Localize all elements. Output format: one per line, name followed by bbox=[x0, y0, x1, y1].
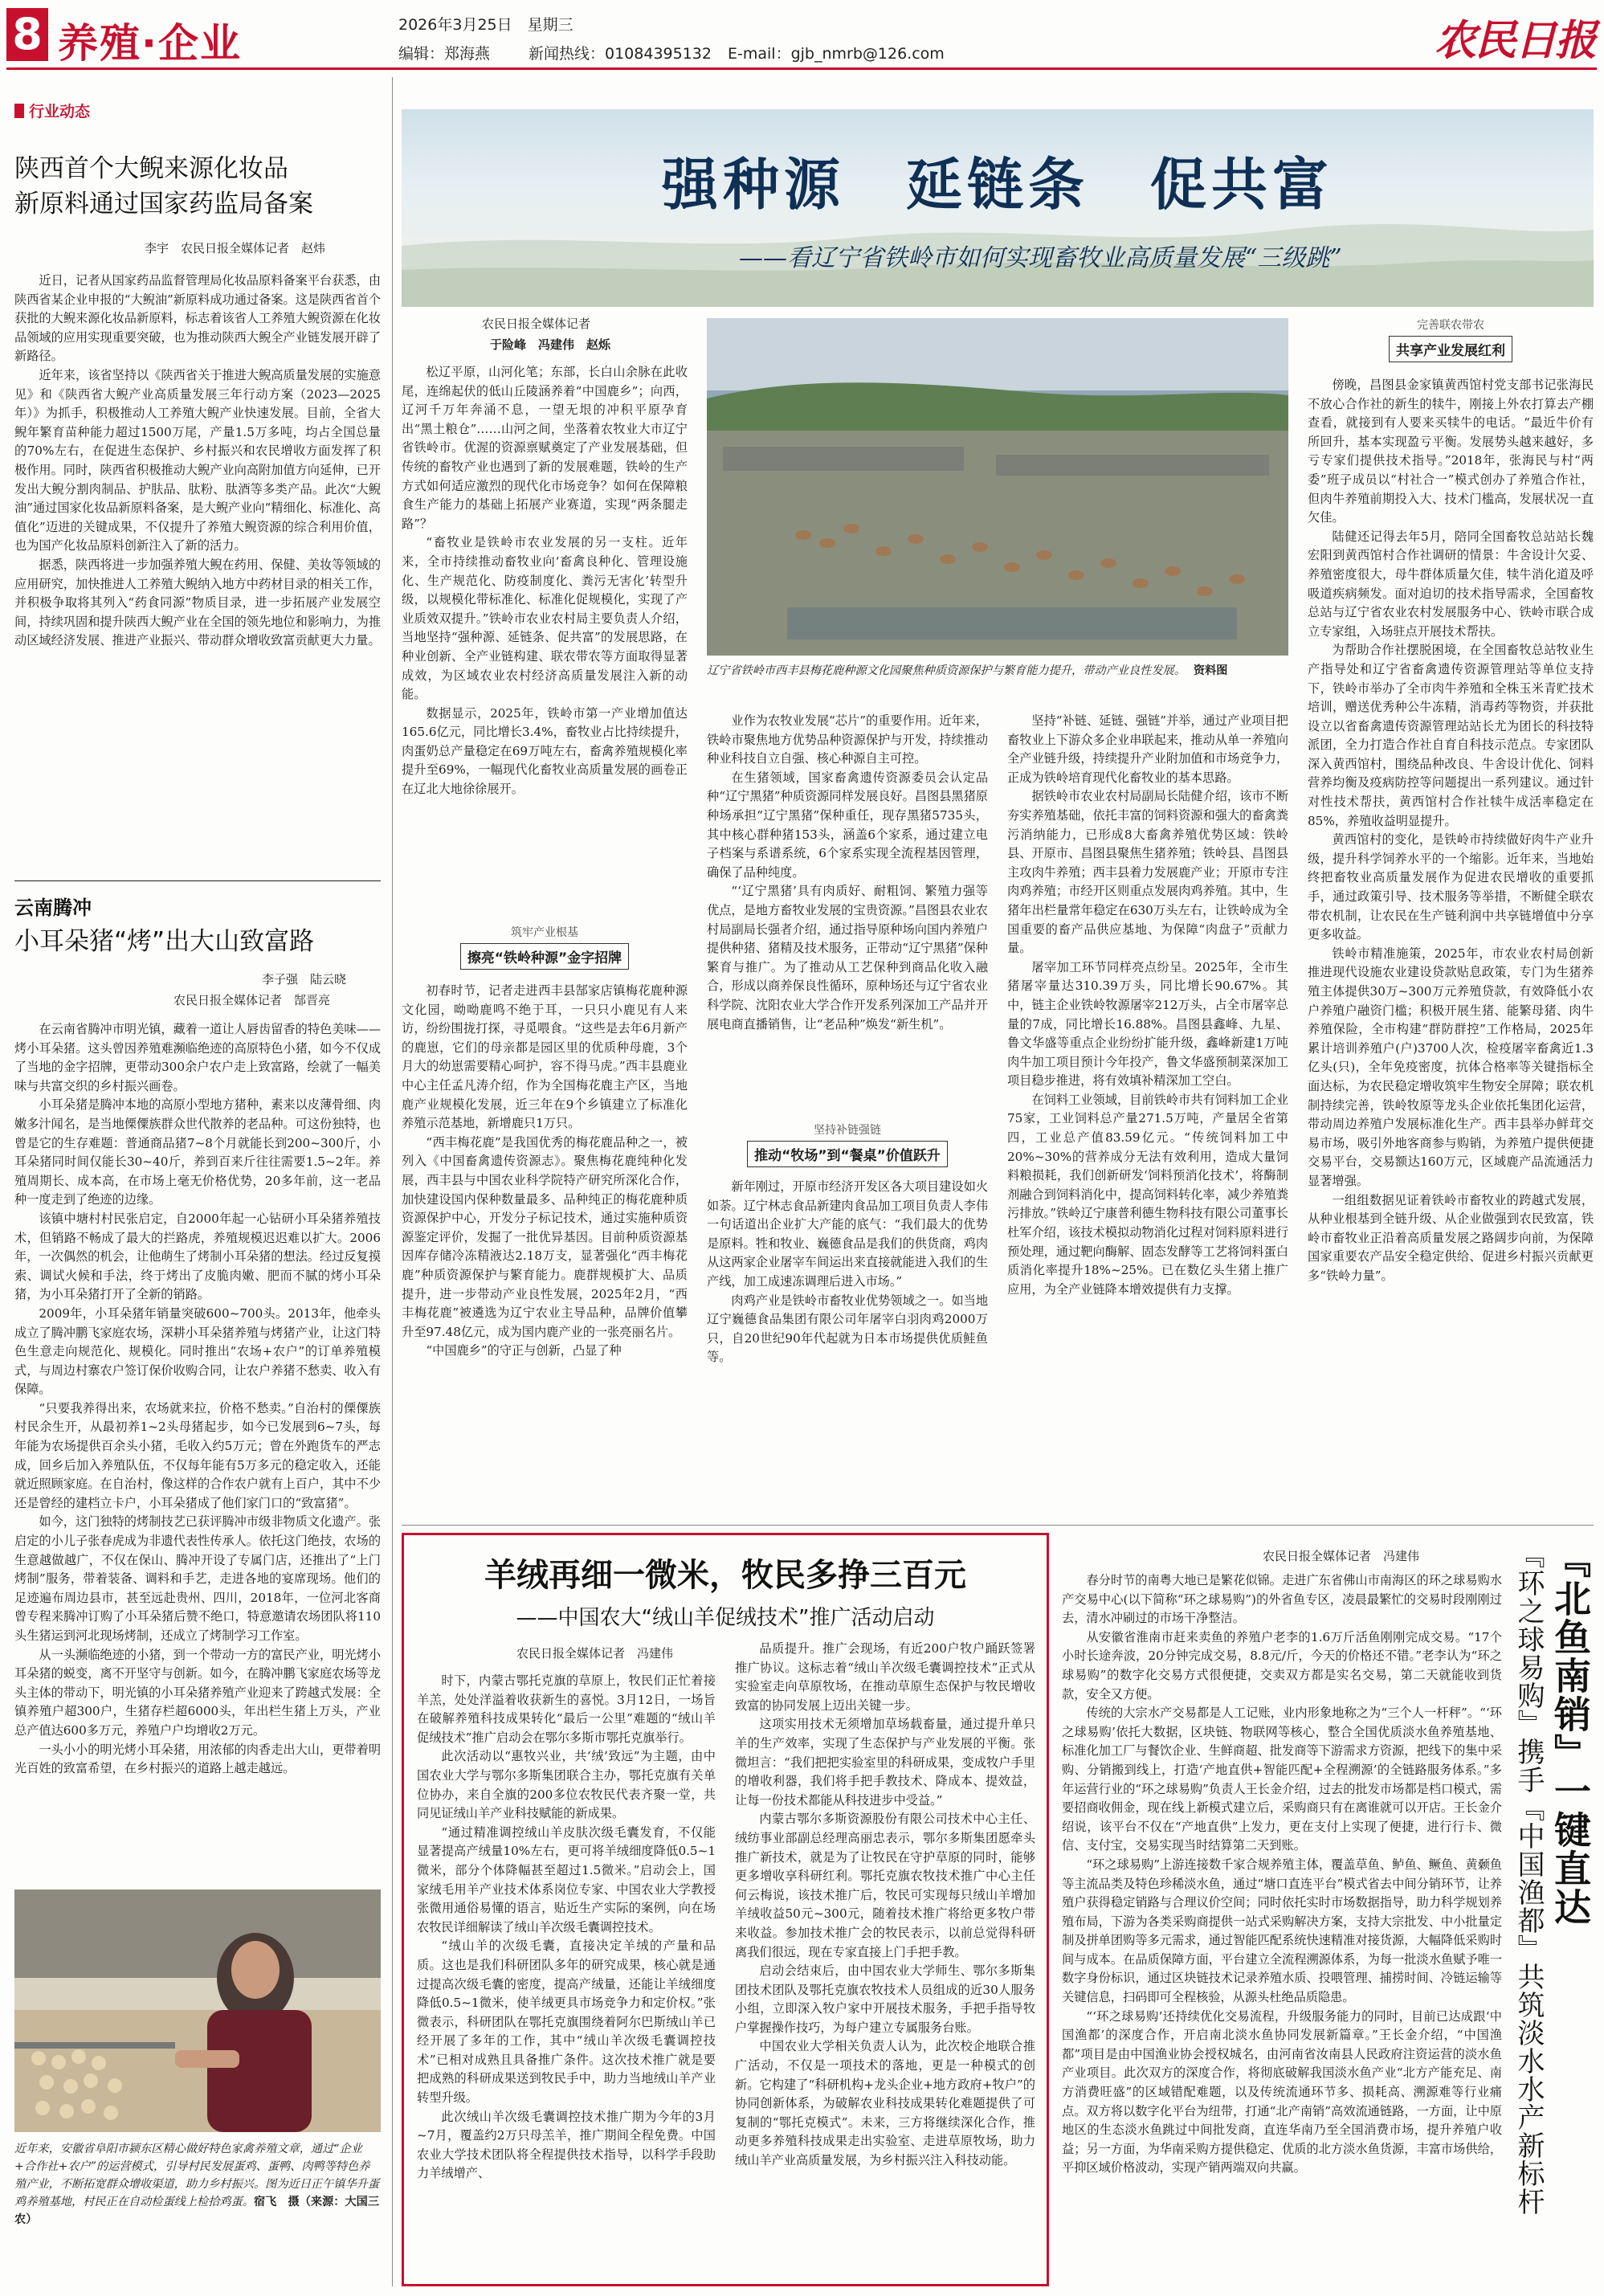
cashmere-col1 bbox=[417, 1672, 716, 2278]
paragraph: “西丰梅花鹿”是我国优秀的梅花鹿品种之一，被列入《中国畜禽遗传资源志》。聚焦梅花鹿纯种化发展，西丰县与中国农业科学院特产研究所深化合作，加快建设国内保种数量最多、品种纯正的梅花鹿种质资源保护中心，开发分子标记技术，通过实施种质资源鉴定评价，发掘了一批优异基因。目前种质资源基因库存储冷冻精液达2.18万支，显著强化“西丰梅花鹿”种质资源保护与繁育能力。鹿群规模扩大、品质提升，进一步带动产业良性发展，2025年2月，“西丰梅花鹿”被遴选为辽宁农业主导品种，品牌价值攀升至97.48亿元，成为国内鹿产业的一张亮丽名片。 bbox=[402, 1134, 688, 1339]
col5-subhead-kicker: 完善联农带农 bbox=[1417, 319, 1484, 332]
paragraph: “‘辽宁黑猪’具有肉质好、耐粗饲、繁殖力强等优点，是地方畜牧业发展的宝贵资源。”昌图县农业农村局副局长强者介绍，通过指导原种场向国内养殖户提供种猪、猪精及技术服务，正带动“辽宁黑猪”保种繁育与推广。为了推动从工艺保种到商品化收入融合，形成以商养保良性循环，原种场还与辽宁省农业科学院、沈阳农业大学合作开发系列深加工产品并开展电商直播销售，让“老品种”焕发“新生机”。 bbox=[707, 884, 988, 1032]
page-number: 8 bbox=[6, 8, 48, 61]
col3-subhead-title: 推动“牧场”到“餐桌”价值跃升 bbox=[747, 1141, 948, 1167]
paragraph: “中国鹿乡”的守正与创新，凸显了种 bbox=[426, 1343, 622, 1358]
deer-park-photo bbox=[707, 318, 1288, 656]
paragraph: 数据显示，2025年，铁岭市第一产业增加值达165.6亿元，同比增长3.4%，畜牧业占比持续提升，肉蛋奶总产量稳定在69万吨左右，畜禽养殖规模化率提升至69%，一幅现代化畜牧业高质量发展的画卷正在辽北大地徐徐展开。 bbox=[402, 705, 688, 797]
masthead-rule bbox=[6, 67, 1597, 70]
feature-banner bbox=[402, 109, 1594, 307]
paragraph: “通过精准调控绒山羊皮肤次级毛囊发育，不仅能显著提高产绒量10%左右，更可将羊绒细度降低0.5~1微米，部分个体降幅甚至超过1.5微米。”启动会上，国家绒毛用羊产业技术体系岗位专家、中国农业大学教授张微用通俗易懂的语言，贴近生产实际的案例，向在场农牧民详细解读了绒山羊次级毛囊调控技术。 bbox=[417, 1824, 716, 1934]
left-column bbox=[6, 77, 384, 2290]
label-marker-icon bbox=[14, 104, 24, 118]
paragraph: 屠宰加工环节同样亮点纷呈。2025年，全市生猪屠宰量达310.39万头，同比增长90.67%。其中，链主企业铁岭牧源屠宰212万头，占全市屠宰总量的7成，同比增长16.88%。昌图县鑫峰、九星、鲁文华盛等重点企业纷纷扩能升级，鑫峰新建1万吨肉牛加工项目预计今年投产，鲁文华盛预制菜深加工项目稳步推进，将有效填补精深加工空白。 bbox=[1007, 959, 1288, 1089]
paragraph: 时下，内蒙古鄂托克旗的草原上，牧民们正忙着接羊羔，处处洋溢着收获新生的喜悦。3月12日，一场旨在破解养殖科技成果转化“最后一公里”难题的“绒山羊促绒技术”推广启动会在鄂尔多斯市鄂托克旗举行。 bbox=[417, 1673, 716, 1745]
paragraph: 该镇中塘村村民张启定，自2000年起一心钻研小耳朵猪养殖技术，但销路不畅成了最大的拦路虎，养殖规模迟迟难以扩大。2006年，一次偶然的机会，让他萌生了烤制小耳朵猪的想法。经过反复摸索、调试火候和手法，终于烤出了皮脆肉嫩、肥而不腻的烤小耳朵猪，为小耳朵猪打开了全新的销路。 bbox=[14, 1211, 381, 1302]
paragraph: 从安徽省淮南市赶来卖鱼的养殖户老李的1.6万斤活鱼刚刚完成交易。“17个小时长途奔波，20分钟完成交易，8.8元/斤，今天的价格还不错。”老李认为“环之球易购”的数字化交易方式很便捷，交卖双方都是实名交易，第二天就能收到货款，安全又方便。 bbox=[1062, 1629, 1502, 1702]
story1-byline: 李宇 农民日报全媒体记者 赵炜 bbox=[145, 241, 326, 255]
paragraph: 傍晚，昌图县金家镇黄西馆村党支部书记张海民不放心合作社的新生的犊牛，刚接上外农打算去产棚查看，就接到有人要来买犊牛的电话。“最近牛价有所回升，基本实现盈亏平衡。发展势头越来越好，多亏专家们提供技术指导。”2018年，张海民与村“两委”班子成员以“村社合一”模式创办了养殖合作社，但肉牛养殖前期投入大、技术门槛高，发展状况一直欠佳。 bbox=[1308, 378, 1594, 525]
photo-caption bbox=[14, 2140, 381, 2285]
paragraph: 中国农业大学相关负责人认为，此次校企地联合推广活动，不仅是一项技术的落地，更是一种模式的创新。它构建了“科研机构+龙头企业+地方政府+牧户”的协同创新体系，为破解农业科技成果转化难题提供了可复制的“鄂托克模式”。未来，三方将继续深化合作，推动更多养殖科技成果走出实验室、走进草原牧场，助力绒山羊产业高质量发展，为乡村振兴注入科技动能。 bbox=[735, 2039, 1035, 2168]
feature-byline-names: 于险峰 冯建伟 赵烁 bbox=[490, 337, 611, 352]
feature-col3 bbox=[707, 712, 988, 1117]
story2-kicker: 云南腾冲 bbox=[14, 897, 92, 919]
col5-subhead bbox=[1308, 317, 1594, 362]
paragraph: 松辽平原，山河化笔；东部，长白山余脉在此收尾，连绵起伏的低山丘陵涵养着“中国鹿乡”；向西，辽河千万年奔涌不息，一望无垠的冲积平原孕育出“黑土粮仓”……山河之间，坐落着农牧业大市辽宁省铁岭市。优渥的资源禀赋奠定了产业发展基础，但传统的畜牧产业也遇到了新的发展难题，铁岭的生产方式如何适应激烈的现代化市场竞争？如何在保障粮食生产能力的基础上拓展产业赛道，实现“两条腿走路”？ bbox=[402, 365, 688, 531]
paragraph: 在饲料工业领域，目前铁岭市共有饲料加工企业75家，工业饲料总产量271.5万吨，产量居全省第四，工业总产值83.59亿元。“传统饲料加工中20%~30%的营养成分无法有效利用，造成大量饲料粮损耗，我们创新研发‘饲料预消化技术’，将酶制剂融合到饲料消化中，提高饲料转化率，减少养殖粪污排放。”铁岭辽宁康普利德生物科技有限公司董事长杜军介绍，该技术模拟动物消化过程对饲料原料进行预处理，通过靶向酶解、固态发酵等工艺将饲料蛋白质消化率提升18%~25%。已在数亿头生猪上推广应用，为全产业链降本增效提供有力支撑。 bbox=[1007, 1092, 1288, 1297]
paragraph: 一头小小的明光烤小耳朵猪，用浓郁的肉香走出大山，更带着明光百姓的致富希望，在乡村振兴的道路上越走越远。 bbox=[14, 1742, 381, 1776]
feature-col5 bbox=[1308, 376, 1594, 1525]
contact-email: E-mail：gjb_nmrb@126.com bbox=[728, 45, 945, 63]
paragraph: 近年来，该省坚持以《陕西省关于推进大鲵高质量发展的实施意见》和《陕西省大鲵产业高质量发展三年行动方案（2023—2025年）》为抓手，积极推动人工养殖大鲵产业快速发展。目前，全省大鲵年繁育苗种能力超过1500万尾，产量1.5万多吨，均占全国总量的70%左右，在促进生态保护、乡村振兴和农民增收方面发挥了积极作用。同时，陕西省积极推动大鲵产业向高附加值方向延伸，已开发出大鲵分割肉制品、护肤品、肽粉、肽酒等多类产品。此次“大鲵油”通过国家化妆品新原料备案，是大鲵产业向“精细化、标准化、高值化”迈进的关键成果，不仅提升了养殖大鲵资源的综合利用价值，也为国产化妆品原料创新注入了新的活力。 bbox=[14, 367, 381, 554]
paragraph: “‘环之球易购’还持续优化交易流程，升级服务能力的同时，目前已达成跟‘中国渔都’的深度合作，开启南北淡水鱼协同发展新篇章。”王长金介绍，“中国渔都”项目是由中国渔业协会授权城名，由河南省汝南县人民政府注资运营的淡水鱼产业项目。此次双方的深度合作，将彻底破解我国淡水鱼产业“北方产能充足、南方消费旺盛”的区域错配难题，以及传统流通环节多、损耗高、溯源难等行业痛点。双方将以数字化平台为纽带，打通“北产南销”高效流通链路，一方面，让中原地区的生态淡水鱼跳过中间批发商，直连华南乃至全国消费市场，提升养殖户收益；另一方面，为华南采购方提供稳定、优质的北方淡水鱼货源，丰富市场供给，平抑区域价格波动，实现产销两端双向共赢。 bbox=[1062, 2008, 1502, 2175]
cashmere-title: 羊绒再细一微米，牧民多挣三百元 bbox=[484, 1557, 966, 1594]
paragraph: 春分时节的南粤大地已是繁花似锦。走进广东省佛山市南海区的环之球易购水产交易中心(以下简称“环之球易购”)的外省鱼专区，凌晨最繁忙的交易时段刚刚过去，清水冲刷过的市场干净整洁。 bbox=[1062, 1573, 1502, 1626]
photo-credit: 宿飞 摄（来源：大国三农） bbox=[14, 2196, 380, 2226]
fish-title-vertical-2: 『环之球易购』携手『中国渔都』共筑淡水水产新标杆 bbox=[1512, 1541, 1545, 2216]
feature-title: 强种源 延链条 促共富 bbox=[662, 151, 1333, 218]
masthead bbox=[0, 0, 1604, 71]
paragraph: 这项实用技术无须增加草场载畜量，通过提升单只羊的生产效率，实现了生态保护与产业发展的平衡。张微坦言：“我们把把实验室里的科研成果，变成牧户手里的增收利器，我们将手把手教技术、降成本、提效益，让每一份技术都能从科技进步中受益。” bbox=[735, 1717, 1035, 1808]
issue-date: 2026年3月25日 星期三 bbox=[398, 16, 573, 34]
paragraph: 为帮助合作社摆脱困境，在全国畜牧总站牧业生产指导处和辽宁省畜禽遗传资源管理站等单位支持下，铁岭市举办了全市肉牛养殖和全株玉米青贮技术培训，赠送优秀种公牛冻精，消毒药等物资，并获批设立以省畜禽遗传资源管理站站长尤为团长的科技特派团，全力打造合作社自育自科技示范点。专家团队深入黄西馆村，围绕品种改良、牛舍设计优化、饲料营养均衡及疫病防控等问题提出一系列建议。通过针对性技术帮扶，黄西馆村合作社犊牛成活率稳定在85%，养殖收益明显提升。 bbox=[1308, 643, 1594, 828]
col2-subhead-kicker: 筑牢产业根基 bbox=[511, 926, 578, 939]
paragraph: 内蒙古鄂尔多斯资源股份有限公司技术中心主任、绒纺事业部副总经理高丽忠表示，鄂尔多斯集团愿牵头推广新技术，就是为了让牧民在守护草原的同时，能够更多增收享科研红利。鄂托克旗农牧技术推广中心主任何云梅说，该技术推广后，牧民可实现每只绒山羊增加羊绒收益50元~300元，随着技术推广将给更多牧户带来收益。参加技术推广会的牧民表示，以前总觉得科研离我们很远，现在专家直接上门手把手教。 bbox=[735, 1812, 1035, 1959]
paragraph: 铁岭市精准施策，2025年，市农业农村局创新推进现代设施农业建设贷款贴息政策，专门为生猪养殖主体提供30万~300万元养殖贷款，有效降低小农户养殖户融资门槛；积极开展生猪、能繁母猪、肉牛养殖保险，全市构建“群防群控”工作格局，2025年累计培训养殖户(户)3700人次，检疫屠宰畜禽近1.3亿头(只)，全年免疫密度，抗体合格率等关键指标全面达标，为农民稳定增收筑牢生物安全屏障；联农机制持续完善，铁岭牧原等龙头企业依托集团化运营，带动周边养殖户发展标准化生产。西丰县举办鲜茸交易市场，吸引外地客商参与购销，为养殖户提供便捷交易平台，交易额达160万元，区域鹿产品流通活力显著增强。 bbox=[1308, 946, 1594, 1188]
deer-photo-caption-text: 辽宁省铁岭市西丰县梅花鹿种源文化园聚焦种质资源保护与繁育能力提升，带动产业良性发展。 bbox=[707, 664, 1186, 677]
feature-col1 bbox=[402, 363, 688, 917]
newspaper-logo: 农民日报 bbox=[1435, 16, 1596, 65]
feature-byline-label: 农民日报全媒体记者 bbox=[482, 317, 591, 331]
photo-caption-text: 近年来，安徽省阜阳市颍东区精心做好特色家禽养殖文章，通过“企业+合作社+农户”的运营模式，引导村民发展蛋鸡、蛋鸭、肉鸭等特色养殖产业，不断拓宽群众增收渠道，助力乡村振兴。图为近日正午镇华升蛋鸡养殖基地，村民正在自动检蛋线上检拾鸡蛋。 bbox=[14, 2143, 380, 2208]
paragraph: 小耳朵猪是腾冲本地的高原小型地方猪种，素来以皮薄骨细、肉嫩多汁闻名，是当地傈僳族群众世代散养的老品种。可这份独特，也曾是它的生存难题：普通商品猪7~8个月就能长到200~300斤，小耳朵猪同时间仅能长30~40斤，养到百来斤往往需要1.5~2年。养殖周期长、成本高，在市场上毫无价格优势，20多年前，这一老品种一度走到了绝迹的边缘。 bbox=[14, 1097, 381, 1207]
paragraph: 2009年，小耳朵猪年销量突破600~700头。2013年，他牵头成立了腾冲鹏飞家庭农场，深耕小耳朵猪养殖与烤猪产业，让这门特色生意走向规范化、规模化。同时推出“农场+农户”的订单养殖模式，与周边村寨农户签订保价收购合同，让农户养猪不愁卖、收入有保障。 bbox=[14, 1305, 381, 1397]
story1-body bbox=[14, 272, 381, 872]
paragraph: 如今，这门独特的烤制技艺已获评腾冲市级非物质文化遗产。张启定的小儿子张春虎成为非遗代表性传承人。依托这门绝技，农场的生意越做越广，不仅在保山、腾冲开设了专属门店，还推出了“上门烤制”服务，带着装备、调料和手艺，走进各地的宴席现场。他们的足迹遍布周边县市，甚至远赴贵州、四川，2018年，一位河北客商曾专程来腾冲订购了小耳朵猪后赞不绝口，特意邀请农场团队将110头生猪运到河北现场烤制，还成立了烤制学习工作室。 bbox=[14, 1514, 381, 1643]
feature-story bbox=[402, 77, 1598, 1523]
feature-col2 bbox=[402, 982, 688, 1524]
paragraph: “绒山羊的次级毛囊，直接决定羊绒的产量和品质。这也是我们科研团队多年的研究成果，核心就是通过提高次级毛囊的密度，提高产绒量，还能让羊绒细度降低0.5~1微米，使羊绒更具市场竞争力和定价权。”张微表示，科研团队在鄂托克旗围绕着阿尔巴斯绒山羊已经开展了多年的工作，其中“绒山羊次级毛囊调控技术”已相对成熟且具备推广条件。这次技术推广就是要把成熟的科研成果送到牧民手中，助力当地绒山羊产业转型升级。 bbox=[417, 1939, 716, 2106]
cashmere-story bbox=[402, 1533, 1049, 2286]
fish-col1 bbox=[1062, 1571, 1502, 2280]
story1-title bbox=[14, 151, 313, 222]
egg-farm-photo bbox=[14, 1890, 381, 2132]
paragraph: 近日，记者从国家药品监督管理局化妆品原料备案平台获悉，由陕西省某企业申报的“大鲵油”新原料成功通过备案。这是陕西省首个获批的大鲵来源化妆品新原料，标志着该省人工养殖大鲵资源在化妆品领域的应用实现重要突破，也为推动陕西大鲵全产业链发展开辟了新路径。 bbox=[14, 273, 381, 364]
paragraph: 新年刚过，开原市经济开发区各大项目建设如火如荼。辽宁林志食品新建肉食品加工项目负责人李伟一句话道出企业扩大产能的底气：“我们最大的优势是原料。牲和牧业、巍德食品是我们的供货商，鸡肉从这两家企业屠宰车间运出来直接就能进入我们的生产线，加工成速冻调理后进入市场。” bbox=[707, 1179, 988, 1289]
paragraph: 在云南省腾冲市明光镇，藏着一道让人唇齿留香的特色美味——烤小耳朵猪。这头曾因养殖难瀕临绝迹的高原特色小猪，如今不仅成了当地的金字招牌，更带动300余户农户走上致富路，绘就了一幅美味与共富交织的乡村振兴画卷。 bbox=[14, 1022, 381, 1093]
label-text: 行业动态 bbox=[29, 103, 91, 121]
cashmere-byline: 农民日报全媒体记者 冯建伟 bbox=[516, 1646, 674, 1661]
paragraph: 品质提升。推广会现场，有近200户牧户踊跃签署推广协议。这标志着“绒山羊次级毛囊调控技术”正式从实验室走向草原牧场，在推动草原生态保护与牧民增收致富的协同发展上迈出关键一步。 bbox=[735, 1641, 1035, 1713]
section-label bbox=[14, 100, 90, 121]
paragraph: “只要我养得出来，农场就来拉，价格不愁卖。”自治村的傈僳族村民余生开，从最初养1~2头母猪起步，如今已发展到6~7头，每年能为农场提供百余头小猪，毛收入约5万元；曾在外跑货车的严志成，回乡后加入养殖队伍，不仅每年能有5万多元的稳定收入，还能就近照顾家庭。在自治村，像这样的合作农户就有上百户，其中不少还是曾经的建档立卡户，小耳朵猪成了他们家门口的“致富猪”。 bbox=[14, 1400, 381, 1510]
story1-title-line1: 陕西首个大鲵来源化妆品 bbox=[14, 154, 288, 183]
cashmere-subtitle: ——中国农大“绒山羊促绒技术”推广活动启动 bbox=[516, 1606, 935, 1630]
feature-col4 bbox=[1007, 712, 1288, 1523]
deer-photo-caption bbox=[707, 662, 1288, 704]
paragraph: 启动会结束后，由中国农业大学师生、鄂尔多斯集团技术团队及鄂托克旗农牧技术人员组成的近30人服务小组，立即深入牧户家中开展技术服务，手把手指导牧户掌握操作技巧，为每户建立专属服务台账。 bbox=[735, 1963, 1035, 2035]
story-divider bbox=[14, 880, 381, 881]
deer-photo-credit: 资料图 bbox=[1193, 664, 1228, 677]
paragraph: 从一头濒临绝迹的小猪，到一个带动一方的富民产业，明光烤小耳朵猪的蜕变，离不开坚守与创新。如今，在腾冲鹏飞家庭农场等龙头主体的带动下，明光镇的小耳朵猪养殖产业迎来了跨越式发展：全镇养殖户超300户，生猪存栏超6000头，年出栏生猪上万头，产业总产值达600多万元，养殖户户均增收2万元。 bbox=[14, 1647, 381, 1738]
paragraph: “畜牧业是铁岭市农业发展的另一支柱。近年来，全市持续推动畜牧业向‘畜禽良种化、管理设施化、生产规范化、防疫制度化、粪污无害化’转型升级，以规模化带标准化、标准化促规模化，实现了产业质效双提升。”铁岭市农业农村局主要负责人介绍，当地坚持“强种源、延链条、促共富”的发展思路，在种业创新、全产业链构建、联农带农等方面取得显著成效，为区域农业农村经济高质量发展注入新的动能。 bbox=[402, 535, 688, 702]
editor-name: 编辑：郑海燕 bbox=[398, 45, 491, 63]
news-hotline: 新闻热线：01084395132 bbox=[529, 45, 712, 63]
section-name: 养殖·企业 bbox=[58, 20, 242, 67]
paragraph: 陆健还记得去年5月，陪同全国畜牧总站站长魏宏阳到黄西馆村合作社调研的情景：牛舍设计欠妥、养殖密度很大，母牛群体质量欠佳，犊牛消化道及呼吸道疾病频发。面对迫切的技术指导需求，全国畜牧总站与辽宁省农业农村发展服务中心、铁岭市联合成立专家组，入场驻点开展技术帮扶。 bbox=[1308, 529, 1594, 639]
paragraph: 据悉，陕西将进一步加强养殖大鲵在药用、保健、美妆等领域的应用研究，加快推进人工养殖大鲵纳入地方中药材目录的相关工作，并积极争取将其列入“药食同源”物质目录，进一步拓展产业发展空间，持续巩固和提升陕西大鲵产业在全国的领先地位和影响力，为推动区域经济发展、推进产业振兴、带动群众增收致富贡献更大力量。 bbox=[14, 557, 381, 648]
story2-byline2: 农民日报全媒体记者 郜晋亮 bbox=[173, 993, 331, 1007]
story2-body bbox=[14, 1020, 381, 1881]
feature-bottom-rule bbox=[402, 1525, 1594, 1526]
col3-subhead bbox=[707, 1121, 988, 1167]
paragraph: 传统的大宗水产交易都是人工记账，业内形象地称之为“三个人一杆秤”。“‘环之球易购’依托大数据，区块链、物联网等核心，整合全国优质淡水鱼养殖基地、标准化加工厂与餐饮企业、生鲜商超、批发商等下游需求方资源，把线下的集中采购、分销搬到线上，打造‘产地直供+智能匹配+全程溯源’的全链路服务体系。”多年运营行业的“环之球易购”负责人王长金介绍，过去的批发市场都是档口模式，需要招商收佣金，现在线上新模式建立后，采购商只有在离谁就可以开店。王长金介绍说，该平台不仅在“产地直供”上发力，更在支付上实现了便捷，进行行卡、微信、支付宝，交易实现当时结算第二天到账。 bbox=[1062, 1706, 1502, 1853]
paragraph: 此次活动以“惠牧兴业，共‘绒’致远”为主题，由中国农业大学与鄂尔多斯集团联合主办，鄂托克旗有关单位协办，来自全旗的200多位农牧民代表齐聚一堂，共同见证绒山羊产业科技赋能的新成果。 bbox=[417, 1749, 716, 1821]
col3-subhead-kicker: 坚持补链强链 bbox=[814, 1124, 881, 1137]
paragraph: 据铁岭市农业农村局副局长陆健介绍，该市不断夯实养殖基础，依托丰富的饲料资源和强大的畜禽粪污消纳能力，已形成8大畜禽养殖优势区域：铁岭县、开原市、昌图县聚焦生猪养殖；铁岭县、昌图县主攻肉牛养殖；西丰县着力发展鹿产业；开原市专注肉鸡养殖；市经开区则重点发展肉鸡养殖。其中，生猪年出栏量常年稳定在630万头左右，让铁岭成为全国重要的畜产品供应基地、为保障“肉盘子”贡献力量。 bbox=[1007, 789, 1288, 956]
paragraph: 此次绒山羊次级毛囊调控技术推广期为今年的3月~7月，覆盖约2万只母羔羊，推广期间全程免费。中国农业大学技术团队将全程提供技术指导，以科学手段助力羊绒增产、 bbox=[417, 2109, 716, 2181]
fish-story bbox=[1062, 1533, 1598, 2286]
paragraph: “环之球易购”上游连接数千家合规养殖主体，覆盖草鱼、鲈鱼、鳜鱼、黄颡鱼等主流品类及特色珍稀淡水鱼，通过“塘口直连平台”模式省去中间分销环节，让养殖户获得稳定销路与合理议价空间；同时依托实时市场数据指导，助力科学规划养殖布局，下游为各类采购商提供一站式采购解决方案，支持大宗批发、中小批量定制及拼单团购等多元需求，通过智能匹配系统快速精准对接货源，大幅降低采购时间与成本。在品质保障方面，平台建立全流程溯源体系，为每一批淡水鱼赋予唯一数字身份标识，通过区块链技术记录养殖水质、投喂管理、捕捞时间、冷链运输等关键信息，扫码即可全程核验，从源头杜绝品质隐患。 bbox=[1062, 1857, 1502, 2005]
feature-subtitle: ——看辽宁省铁岭市如何实现畜牧业高质量发展“三级跳” bbox=[739, 244, 1342, 272]
paragraph: 初春时节，记者走进西丰县郜家店镇梅花鹿种源文化园，呦呦鹿鸣不绝于耳，一只只小鹿见有人来访，纷纷围拢打探，寻觅喂食。“这些是去年6月新产的鹿崽，它们的母亲都是园区里的优质种母鹿，3个月大的幼崽需要精心呵护，容不得马虎。”西丰县鹿业中心主任孟凡涛介绍，作为全国梅花鹿主产区，当地鹿产业规模化发展，近三年在9个乡镇建立了标准化养殖示范基地，新增鹿只1万只。 bbox=[402, 983, 688, 1131]
paragraph: 坚持“补链、延链、强链”并举，通过产业项目把畜牧业上下游众多企业串联起来，推动从单一养殖向全产业链升级，持续提升产业附加值和市场竞争力，正成为铁岭培育现代化畜牧业的基本思路。 bbox=[1007, 713, 1288, 785]
fish-byline: 农民日报全媒体记者 冯建伟 bbox=[1263, 1549, 1420, 1563]
col5-subhead-title: 共享产业发展红利 bbox=[1389, 336, 1512, 362]
paragraph: 肉鸡产业是铁岭市畜牧业优势领域之一。如当地辽宁巍德食品集团有限公司年屠宰白羽肉鸡2000万只，自20世纪90年代起就为日本市场提供优质鲑鱼等。 bbox=[707, 1293, 988, 1365]
col2-subhead-title: 擦亮“铁岭种源”金字招牌 bbox=[460, 943, 629, 970]
story2-title: 小耳朵猪“烤”出大山致富路 bbox=[14, 927, 315, 956]
paragraph: 业作为农牧业发展“芯片”的重要作用。近年来，铁岭市聚焦地方优势品种资源保护与开发，持续推动种业科技自立自强、核心种源自主可控。 bbox=[707, 713, 988, 766]
paragraph: 黄西馆村的变化，是铁岭市持续做好肉牛产业升级，提升科学饲养水平的一个缩影。近年来，当地始终把畜牧业高质量发展作为促进农民增收的重要抓手，通过政策引导、技术服务等举措，不断健全联农带农机制，让农民在生产链利润中共享链增值中分享更多收益。 bbox=[1308, 832, 1594, 942]
fish-title-vertical-1: 『北鱼南销』一键直达 bbox=[1549, 1541, 1592, 1926]
paragraph: 在生猪领域，国家畜禽遗传资源委员会认定品种“辽宁黑猪”种质资源同样发展良好。昌图县黑猪原种场承担“辽宁黑猪”保种重任，现存黑猪5735头，其中核心群种猪153头，涵盖6个家系，通过建立电子档案与系谱系统，6个家系实现全流程基因管理，确保了品种纯度。 bbox=[707, 770, 988, 880]
feature-col3b bbox=[707, 1178, 988, 1523]
col2-subhead bbox=[402, 924, 688, 970]
story2-byline1: 李子强 陆云晓 bbox=[262, 972, 347, 987]
story1-title-line2: 新原料通过国家药监局备案 bbox=[14, 190, 313, 219]
paragraph: 一组组数据见证着铁岭市畜牧业的跨越式发展，从种业根基到全链升级、从企业做强到农民致富，铁岭市畜牧业正沿着高质量发展之路阔步向前，为保障国家重要农产品安全稳定供给、促进乡村振兴贡献更多“铁岭力量”。 bbox=[1308, 1192, 1594, 1283]
left-column-divider bbox=[392, 77, 393, 2286]
cashmere-col2 bbox=[735, 1640, 1035, 2278]
